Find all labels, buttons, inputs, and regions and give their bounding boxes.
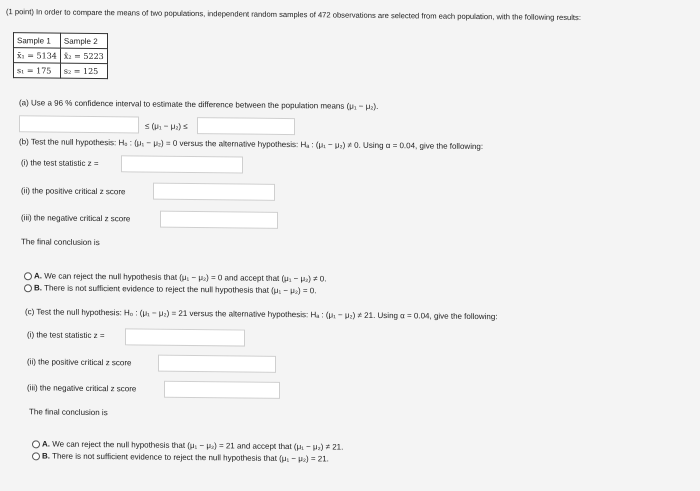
part-a-question: (a) Use a 96 % confidence interval to estimate the difference between the population means (μ₁ − μ₂).: [19, 98, 379, 111]
c-negative-critical-label: (iii) the negative critical z score: [27, 383, 137, 394]
b-test-statistic-label: (i) the test statistic z =: [21, 158, 99, 169]
b-option-b[interactable]: [24, 283, 316, 295]
c-positive-critical-label: (ii) the positive critical z score: [27, 357, 132, 368]
c-option-b-letter: B.: [42, 451, 50, 461]
c-option-b-radio[interactable]: [32, 452, 40, 460]
c-option-a-letter: A.: [42, 439, 50, 449]
sample-2-header: Sample 2: [60, 33, 107, 48]
b-option-a-radio[interactable]: [24, 272, 32, 280]
problem-statement: (1 point) In order to compare the means of two populations, independent random samples of 472 observations are selected from each population, with the following results:: [6, 7, 581, 23]
part-b-question: (b) Test the null hypothesis: H₀ : (μ₁ − μ₂) = 0 versus the alternative hypothesis: Hₐ : (μ₁ − μ₂) ≠ 0. Using α = 0.04, give the following:: [19, 137, 484, 152]
sample-1-mean: x̄₁ = 5134: [14, 48, 61, 63]
b-option-a[interactable]: [24, 271, 326, 283]
c-test-statistic-label: (i) the test statistic z =: [27, 330, 105, 341]
ci-upper-input[interactable]: [197, 117, 295, 135]
b-negative-critical-input[interactable]: [160, 211, 278, 229]
c-negative-critical-input[interactable]: [164, 381, 280, 399]
b-test-statistic-input[interactable]: [121, 155, 243, 173]
b-option-b-letter: B.: [34, 283, 42, 293]
c-option-b[interactable]: [32, 451, 329, 463]
c-option-a-radio[interactable]: [32, 440, 40, 448]
b-negative-critical-label: (iii) the negative critical z score: [21, 213, 131, 224]
sample-2-mean: x̄₂ = 5223: [60, 48, 107, 63]
b-positive-critical-input[interactable]: [153, 183, 275, 201]
sample-1-header: Sample 1: [14, 33, 61, 48]
b-positive-critical-label: (ii) the positive critical z score: [21, 186, 126, 197]
c-positive-critical-input[interactable]: [158, 355, 276, 373]
b-conclusion-label: The final conclusion is: [21, 237, 100, 248]
sample-2-sd: s₂ = 125: [60, 63, 107, 78]
b-option-a-letter: A.: [34, 271, 42, 281]
ci-lower-input[interactable]: [19, 115, 139, 133]
samples-table: [13, 32, 108, 79]
b-option-a-text: We can reject the null hypothesis that (μ₁ − μ₂) = 0 and accept that (μ₁ − μ₂) ≠ 0.: [44, 271, 327, 284]
c-option-a-text: We can reject the null hypothesis that (μ₁ − μ₂) = 21 and accept that (μ₁ − μ₂) ≠ 21.: [52, 439, 344, 452]
sample-1-sd: s₁ = 175: [14, 63, 61, 78]
c-test-statistic-input[interactable]: [125, 328, 245, 346]
b-option-b-text: There is not sufficient evidence to reject the null hypothesis that (μ₁ − μ₂) = 0.: [44, 283, 317, 296]
ci-interval-label: ≤ (μ₁ − μ₂) ≤: [145, 121, 188, 131]
part-c-question: (c) Test the null hypothesis: H₀ : (μ₁ − μ₂) = 21 versus the alternative hypothesis: Hₐ : (μ₁ − μ₂) ≠ 21. Using α = 0.04, give the following:: [25, 307, 498, 322]
c-conclusion-label: The final conclusion is: [29, 407, 108, 418]
b-option-b-radio[interactable]: [24, 284, 32, 292]
c-option-a[interactable]: [32, 439, 343, 451]
c-option-b-text: There is not sufficient evidence to reject the null hypothesis that (μ₁ − μ₂) = 21.: [52, 451, 329, 464]
